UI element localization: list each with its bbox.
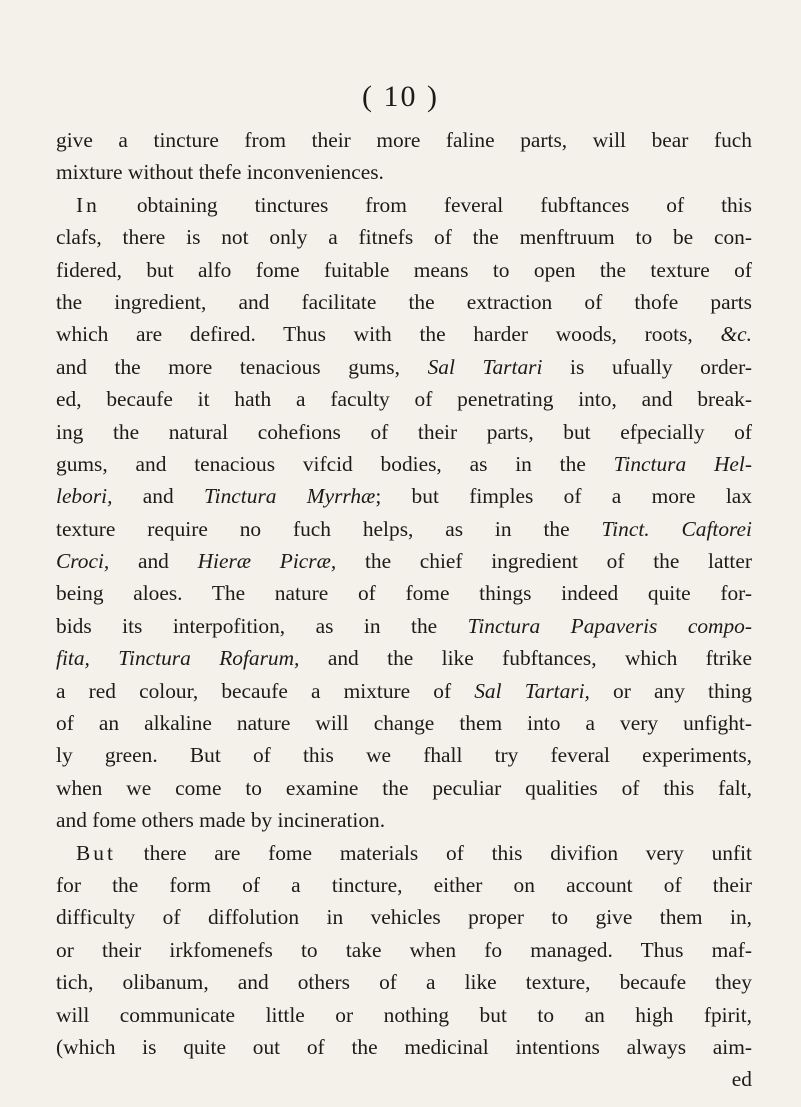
text-span: ing the natural cohefions of their parts, but efpecially of xyxy=(56,419,752,444)
text-line xyxy=(56,707,752,739)
text-line xyxy=(56,675,752,707)
text-span: ; but fimples of a more lax xyxy=(375,484,752,509)
italic-span: Sal Tartari xyxy=(427,354,543,379)
text-span: bids its interpofition, as in the xyxy=(56,613,468,638)
italic-span: Tinctura Hel- xyxy=(613,451,752,476)
text-span: or any thing xyxy=(589,678,753,703)
text-line xyxy=(56,513,752,545)
text-line xyxy=(56,156,752,188)
italic-span: Hieræ Picræ, xyxy=(197,549,337,574)
text-span: difficulty of diffolution in vehicles proper to give them in, xyxy=(56,905,752,930)
text-span: is ufually order- xyxy=(542,354,752,379)
text-span: will communicate little or nothing but to an high fpirit, xyxy=(56,1002,752,1027)
page-number: ( 10 ) xyxy=(362,80,439,113)
text-span: when we come to examine the peculiar qualities of this falt, xyxy=(56,775,752,800)
text-line xyxy=(56,966,752,998)
text-line xyxy=(56,189,752,221)
text-span: ed, becaufe it hath a faculty of penetrating into, and break- xyxy=(56,387,752,412)
text-line xyxy=(56,448,752,480)
italic-span: Croci, xyxy=(56,549,110,574)
italic-span: Tinctura Myrrhæ xyxy=(203,484,376,509)
text-span: of an alkaline nature will change them into a very unfight- xyxy=(56,711,752,736)
text-span: But xyxy=(76,840,116,865)
text-line xyxy=(56,318,752,350)
text-line xyxy=(56,351,752,383)
text-span: gums, and tenacious vifcid bodies, as in the xyxy=(56,451,614,476)
text-line xyxy=(56,1031,752,1063)
text-line xyxy=(56,934,752,966)
text-line xyxy=(56,124,752,156)
text-line xyxy=(56,869,752,901)
text-line xyxy=(56,901,752,933)
text-span: which are defired. Thus with the harder woods, roots, xyxy=(56,322,721,347)
text-line xyxy=(56,286,752,318)
text-span: texture require no fuch helps, as in the xyxy=(56,516,602,541)
italic-span: Tinctura Papaveris compo- xyxy=(467,613,752,638)
text-line xyxy=(56,837,752,869)
text-line xyxy=(56,999,752,1031)
text-span: mixture without thefe inconveniences. xyxy=(56,160,384,185)
body-text xyxy=(56,124,752,1096)
italic-span: lebori, xyxy=(56,484,113,509)
text-span: a red colour, becaufe a mixture of xyxy=(56,678,475,703)
text-line xyxy=(56,416,752,448)
text-line xyxy=(56,772,752,804)
text-span: the ingredient, and facilitate the extraction of thofe parts xyxy=(56,289,752,314)
text-line xyxy=(56,254,752,286)
text-span: obtaining tinctures from feveral fubftances of this xyxy=(99,192,752,217)
text-span: and the like fubftances, which ftrike xyxy=(299,646,752,671)
text-span: the chief ingredient of the latter xyxy=(336,549,752,574)
text-line xyxy=(56,577,752,609)
italic-span: &c. xyxy=(720,322,752,347)
text-line xyxy=(56,383,752,415)
text-span: for the form of a tincture, either on account of their xyxy=(56,872,752,897)
text-span: give a tincture from their more faline parts, will bear fuch xyxy=(56,128,752,152)
text-span: tich, olibanum, and others of a like texture, becaufe they xyxy=(56,970,752,995)
text-line xyxy=(56,610,752,642)
text-span: and the more tenacious gums, xyxy=(56,354,428,379)
text-span: ly green. But of this we fhall try feveral experiments, xyxy=(56,743,752,768)
italic-span: Sal Tartari, xyxy=(474,678,590,703)
text-span: and xyxy=(112,484,204,509)
italic-span: fita, Tinctura Rofarum, xyxy=(56,646,300,671)
text-line xyxy=(56,804,752,836)
text-span: being aloes. The nature of fome things indeed quite for- xyxy=(56,581,752,606)
text-span: clafs, there is not only a fitnefs of the menftruum to be con- xyxy=(56,225,752,250)
text-span: (which is quite out of the medicinal intentions always aim- xyxy=(56,1034,752,1059)
text-span: and xyxy=(109,549,198,574)
text-span: or their irkfomenefs to take when fo managed. Thus maf- xyxy=(56,937,752,962)
text-line xyxy=(56,480,752,512)
text-span: there are fome materials of this divifion very unfit xyxy=(115,840,752,865)
text-line xyxy=(56,739,752,771)
italic-span: Tinct. Caftorei xyxy=(601,516,752,541)
text-span: fidered, but alfo fome fuitable means to open the texture of xyxy=(56,257,752,282)
text-line xyxy=(56,545,752,577)
catchword: ed xyxy=(731,1067,752,1092)
text-line xyxy=(56,221,752,253)
text-span: In xyxy=(76,192,100,217)
text-line xyxy=(56,642,752,674)
text-span: and fome others made by incineration. xyxy=(56,808,386,833)
